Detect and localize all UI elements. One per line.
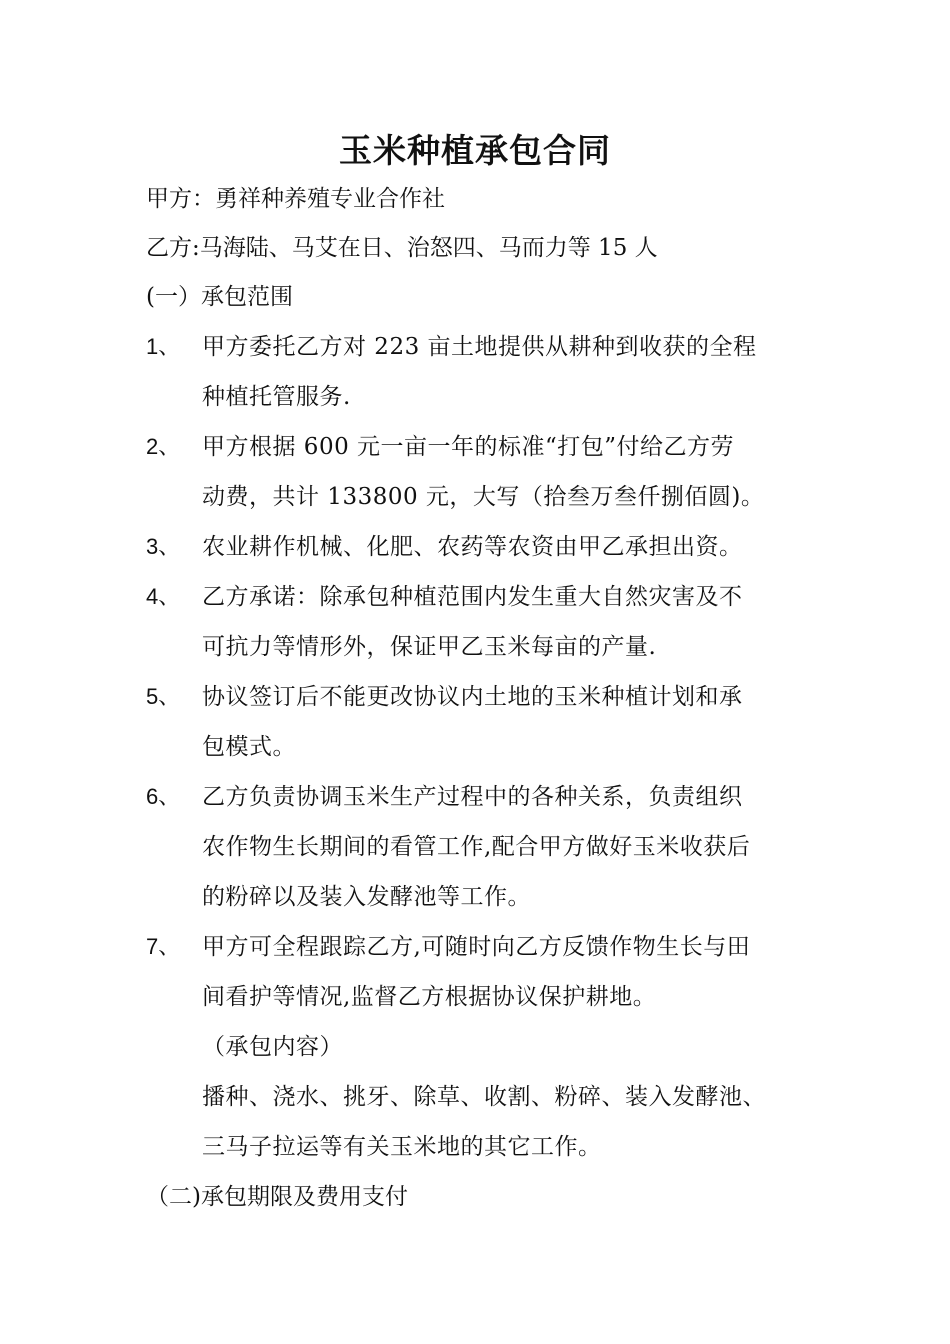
list-item-line: 农作物生长期间的看管工作,配合甲方做好玉米收获后 xyxy=(202,834,751,860)
list-item-number: 3、 xyxy=(146,534,181,559)
list-item-line: 乙方负责协调玉米生产过程中的各种关系，负责组织 xyxy=(202,784,743,810)
list-item-number: 4、 xyxy=(146,584,181,609)
content-line: 播种、浇水、挑牙、除草、收割、粉碎、装入发酵池、 xyxy=(202,1084,766,1110)
list-item-line: 甲方可全程跟踪乙方,可随时向乙方反馈作物生长与田 xyxy=(202,934,751,960)
content-heading: （承包内容） xyxy=(202,1034,343,1060)
list-item-line: 种植托管服务. xyxy=(202,384,351,410)
content-line: 三马子拉运等有关玉米地的其它工作。 xyxy=(202,1134,602,1160)
list-item-line: 甲方根据 600 元一亩一年的标准“打包”付给乙方劳 xyxy=(202,434,735,460)
list-item-number: 2、 xyxy=(146,434,181,459)
section-1-heading: (一）承包范围 xyxy=(146,284,293,310)
list-item-line: 可抗力等情形外，保证甲乙玉米每亩的产量. xyxy=(202,634,657,660)
document-title: 玉米种植承包合同 xyxy=(339,131,611,170)
list-item-line: 间看护等情况,监督乙方根据协议保护耕地。 xyxy=(202,984,657,1010)
list-item-line: 甲方委托乙方对 223 亩土地提供从耕种到收获的全程 xyxy=(202,334,757,360)
list-item-line: 乙方承诺：除承包种植范围内发生重大自然灾害及不 xyxy=(202,584,743,610)
party-b-line: 乙方:马海陆、马艾在日、治怒四、马而力等 15 人 xyxy=(146,235,658,261)
list-item-number: 7、 xyxy=(146,934,181,959)
list-item-line: 包模式。 xyxy=(202,734,296,760)
list-item-line: 的粉碎以及装入发酵池等工作。 xyxy=(202,884,531,910)
list-item-line: 农业耕作机械、化肥、农药等农资由甲乙承担出资。 xyxy=(202,534,743,560)
section-2-heading: （二)承包期限及费用支付 xyxy=(146,1184,408,1210)
list-item-number: 5、 xyxy=(146,684,181,709)
list-item-line: 协议签订后不能更改协议内土地的玉米种植计划和承 xyxy=(202,684,743,710)
list-item-line: 动费，共计 133800 元，大写（拾叁万叁仟捌佰圆)。 xyxy=(202,484,765,510)
list-item-number: 6、 xyxy=(146,784,181,809)
list-item-number: 1、 xyxy=(146,334,181,359)
party-a-line: 甲方：勇祥种养殖专业合作社 xyxy=(146,186,445,212)
